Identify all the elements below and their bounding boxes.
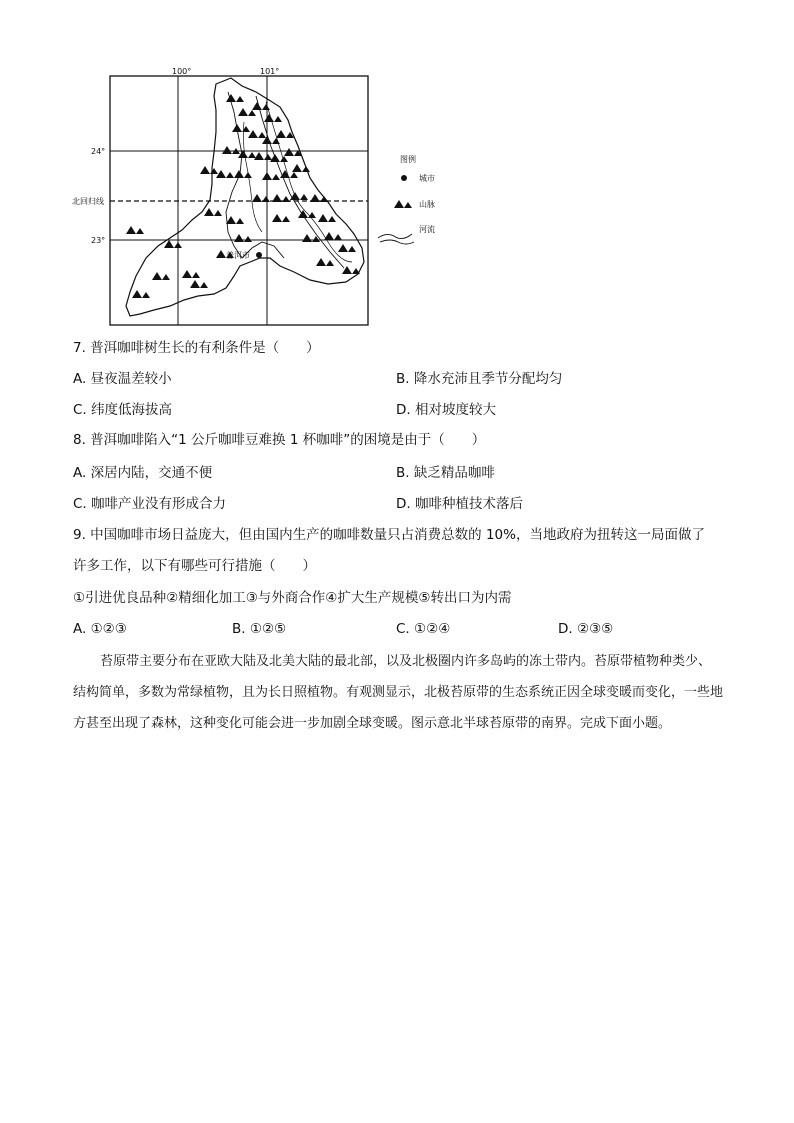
tropic-label: 北回归线 [72,197,104,206]
q8-option-c[interactable]: C. 咖啡产业没有形成合力 [73,496,227,512]
puer-map [66,62,446,330]
legend-river-icon [378,234,414,244]
legend-city-icon [401,175,407,181]
lat-label-23: 23° [91,236,106,245]
q7-option-a[interactable]: A. 昼夜温差较小 [73,371,172,387]
question-9-stem-line2: 许多工作，以下有哪些可行措施（ ） [73,558,316,574]
city-marker [256,252,262,258]
legend-title: 图例 [400,155,416,164]
q8-option-b[interactable]: B. 缺乏精品咖啡 [396,465,495,481]
q7-option-c[interactable]: C. 纬度低海拔高 [73,402,173,418]
q9-option-c[interactable]: C. ①②④ [396,621,451,637]
q9-option-b[interactable]: B. ①②⑤ [232,621,287,637]
city-label: 普洱市 [226,251,250,260]
lon-label-101: 101° [260,67,280,76]
q8-option-a[interactable]: A. 深居内陆，交通不便 [73,465,213,481]
q9-option-a[interactable]: A. ①②③ [73,621,127,637]
q7-option-d[interactable]: D. 相对坡度较大 [396,402,496,418]
legend-river-label: 河流 [419,225,435,234]
legend-mountain-label: 山脉 [419,200,435,209]
map-legend [378,154,435,244]
question-9-stem-line1: 9. 中国咖啡市场日益庞大，但由国内生产的咖啡数量只占消费总数的 10%，当地政府为扭转这一局面做了 [73,527,705,543]
q8-option-d[interactable]: D. 咖啡种植技术落后 [396,496,523,512]
q7-option-b[interactable]: B. 降水充沛且季节分配均匀 [396,371,563,387]
question-9-measures: ①引进优良品种②精细化加工③与外商合作④扩大生产规模⑤转出口为内需 [73,590,512,606]
lat-label-24: 24° [91,147,106,156]
mountain-symbols [126,94,360,298]
legend-mountain-icon [394,200,412,208]
question-8-stem: 8. 普洱咖啡陷入“1 公斤咖啡豆难换 1 杯咖啡”的困境是由于（ ） [73,432,486,448]
legend-city-label: 城市 [419,174,435,183]
tundra-passage: 苔原带主要分布在亚欧大陆及北美大陆的最北部，以及北极圈内许多岛屿的冻土带内。苔原带植物种类少、结构简单，多数为常绿植物，且为长日照植物。有观测显示，北极苔原带的生态系统正因全球变暖而变化，一些地方甚至出现了森林，这种变化可能会进一步加剧全球变暖。图示意北半球苔原带的南界。完成下面小题。 [73,654,724,731]
q9-option-d[interactable]: D. ②③⑤ [558,621,614,637]
question-7-stem: 7. 普洱咖啡树生长的有利条件是（ ） [73,340,320,356]
lon-label-100: 100° [172,67,192,76]
